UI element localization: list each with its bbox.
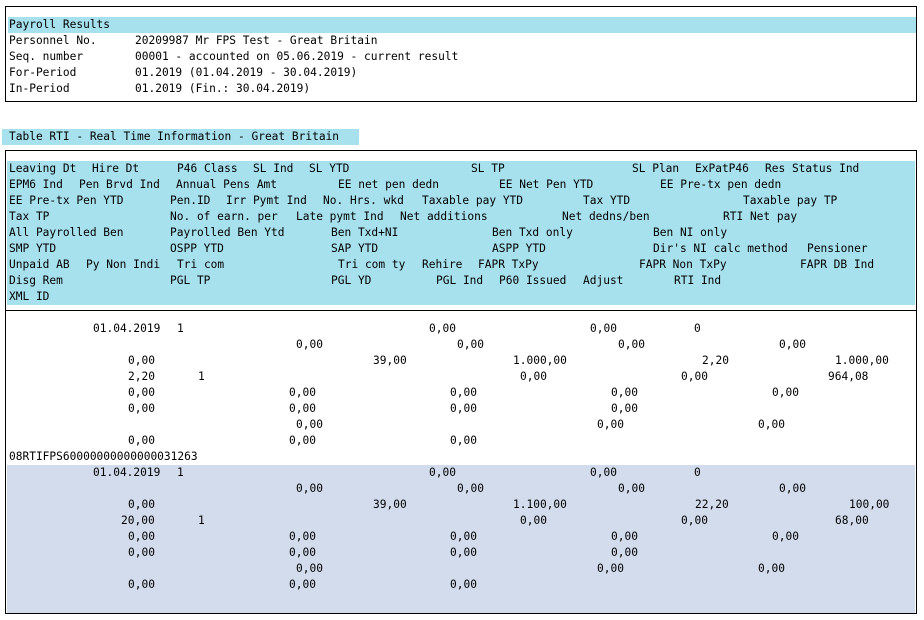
table-cell: 0 [694,466,701,479]
table-cell: 0,00 [758,562,785,575]
table-cell: 0,00 [450,402,477,415]
table-cell: 0,00 [457,482,484,495]
column-header: ASPP YTD [492,242,546,255]
column-header: Pen Brvd Ind [79,178,160,191]
table-cell: 0,00 [128,434,155,447]
table-cell: 0,00 [618,482,645,495]
column-header: Taxable pay TP [743,194,838,207]
page-title: Payroll Results [9,18,111,31]
table-cell: 0 [694,322,701,335]
column-header: SL TP [471,162,505,175]
column-header: Rehire [422,258,463,271]
column-header: PGL Ind [436,274,484,287]
column-header: Annual Pens Amt [176,178,278,191]
column-header: Dir's NI calc method [653,242,788,255]
table-cell: 0,00 [772,530,799,543]
column-header: Ben Txd only [492,226,573,239]
column-header: All Payrolled Ben [9,226,124,239]
in-period-value: 01.2019 (Fin.: 30.04.2019) [135,82,311,95]
header-separator [6,310,916,311]
table-cell: 0,00 [590,322,617,335]
table-cell: 0,00 [296,418,323,431]
column-header: Tax YTD [583,194,631,207]
column-header: No. Hrs. wkd [323,194,404,207]
table-cell: 2,20 [128,370,155,383]
table-cell: 0,00 [450,386,477,399]
column-header: ExPatP46 [695,162,749,175]
table-title: Table RTI - Real Time Information - Great Britain [9,130,340,143]
table-cell: 0,00 [289,434,316,447]
column-header: Payrolled Ben Ytd [170,226,285,239]
table-cell: 1.100,00 [513,498,567,511]
table-cell: 0,00 [296,562,323,575]
column-header: P60 Issued [499,274,567,287]
column-header: EE Pre-tx Pen YTD [9,194,124,207]
column-header: Tri com ty [338,258,406,271]
table-cell: 0,00 [450,578,477,591]
column-header: OSPP YTD [170,242,224,255]
personnel-no-label: Personnel No. [9,34,97,47]
table-cell: 0,00 [450,530,477,543]
column-header: Taxable pay YTD [422,194,524,207]
table-cell: 39,00 [373,354,407,367]
for-period-label: For-Period [9,66,77,79]
column-header: EPM6 Ind [9,178,63,191]
table-cell: 39,00 [373,498,407,511]
table-cell: 1 [177,466,184,479]
table-cell: 1 [198,514,205,527]
table-cell: 0,00 [618,338,645,351]
table-cell: 0,00 [289,530,316,543]
column-header: P46 Class [177,162,238,175]
column-header: RTI Ind [674,274,722,287]
xml-id-cell: 08RTIFPS60000000000000031263 [9,450,198,463]
column-header: Res Status Ind [765,162,860,175]
column-header: Late pymt Ind [296,210,384,223]
column-header: Pensioner [807,242,868,255]
table-cell: 0,00 [772,386,799,399]
column-header: EE Pre-tx pen dedn [660,178,782,191]
table-cell: 1.000,00 [835,354,889,367]
column-header: Ben NI only [653,226,728,239]
table-cell: 01.04.2019 [93,466,161,479]
table-cell: 0,00 [289,386,316,399]
table-cell: 0,00 [611,546,638,559]
table-cell: 0,00 [520,514,547,527]
table-cell: 0,00 [590,466,617,479]
column-header: Py Non Indi [86,258,161,271]
table-cell: 68,00 [835,514,869,527]
table-cell: 0,00 [457,338,484,351]
table-cell: 0,00 [128,498,155,511]
table-cell: 0,00 [520,370,547,383]
table-cell: 0,00 [450,546,477,559]
table-cell: 1 [198,370,205,383]
table-cell: 0,00 [611,402,638,415]
table-cell: 0,00 [611,530,638,543]
column-header: PGL TP [170,274,211,287]
column-header: Net additions [400,210,488,223]
table-cell: 0,00 [429,322,456,335]
column-header: SL Plan [632,162,680,175]
column-header: Disg Rem [9,274,63,287]
table-cell: 0,00 [128,402,155,415]
table-cell: 1 [177,322,184,335]
table-cell: 0,00 [296,482,323,495]
in-period-label: In-Period [9,82,70,95]
table-cell: 0,00 [681,370,708,383]
column-header: Adjust [583,274,624,287]
for-period-value: 01.2019 (01.04.2019 - 30.04.2019) [135,66,358,79]
table-cell: 22,20 [695,498,729,511]
column-header: Irr Pymt Ind [226,194,307,207]
column-header: FAPR DB Ind [800,258,875,271]
column-header: Net dedns/ben [562,210,650,223]
table-cell: 01.04.2019 [93,322,161,335]
table-cell: 0,00 [429,466,456,479]
table-cell: 0,00 [128,578,155,591]
column-header: EE Net Pen YTD [499,178,594,191]
table-cell: 2,20 [702,354,729,367]
table-cell: 0,00 [597,562,624,575]
table-cell: 1.000,00 [513,354,567,367]
column-header: Ben Txd+NI [331,226,399,239]
column-header: Pen.ID [170,194,211,207]
table-cell: 0,00 [779,338,806,351]
column-header: FAPR TxPy [478,258,539,271]
column-header: SL YTD [309,162,350,175]
column-header: XML ID [9,290,50,303]
table-cell: 0,00 [758,418,785,431]
column-header: SL Ind [253,162,294,175]
column-header: SAP YTD [331,242,379,255]
table-cell: 0,00 [450,434,477,447]
column-header: Leaving Dt [9,162,77,175]
column-header: Tax TP [9,210,50,223]
column-header: RTI Net pay [723,210,798,223]
table-cell: 0,00 [289,402,316,415]
column-header: Hire Dt [92,162,140,175]
seq-number-value: 00001 - accounted on 05.06.2019 - current result [135,50,459,63]
table-cell: 0,00 [128,546,155,559]
column-header: FAPR Non TxPy [639,258,727,271]
column-header: SMP YTD [9,242,57,255]
personnel-no-value: 20209987 Mr FPS Test - Great Britain [135,34,378,47]
table-cell: 100,00 [849,498,890,511]
table-cell: 0,00 [296,338,323,351]
column-header: EE net pen dedn [338,178,440,191]
table-cell: 0,00 [289,546,316,559]
table-cell: 0,00 [289,578,316,591]
header-title-bar [8,17,916,33]
seq-number-label: Seq. number [9,50,84,63]
table-cell: 0,00 [681,514,708,527]
column-header: Tri com [177,258,225,271]
table-cell: 0,00 [611,386,638,399]
table-cell: 20,00 [121,514,155,527]
column-header: Unpaid AB [9,258,70,271]
table-cell: 0,00 [597,418,624,431]
table-cell: 0,00 [128,354,155,367]
column-header: No. of earn. per [170,210,278,223]
table-cell: 0,00 [779,482,806,495]
table-cell: 0,00 [128,386,155,399]
table-cell: 0,00 [128,530,155,543]
table-cell: 964,08 [828,370,869,383]
column-header: PGL YD [331,274,372,287]
